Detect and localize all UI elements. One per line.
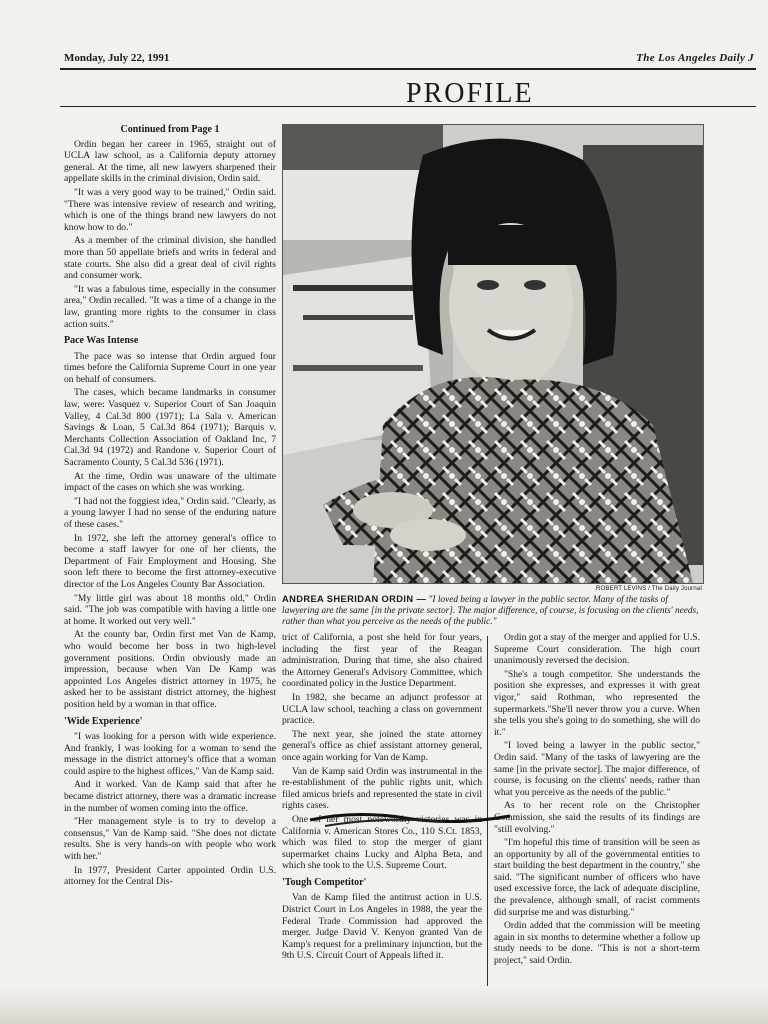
paragraph: "I was looking for a person with wide experience. And frankly, I was looking for a woman to send the message in the district attorney's office that a woman could aspire to the highest offices," Van de Kamp said. (64, 731, 276, 777)
photo-caption (282, 594, 702, 628)
article-column-1 (64, 124, 276, 890)
paragraph: trict of California, a post she held for four years, including the first year of the Reagan administration. During that time, she also chaired the Attorney General's Advisory Committee, which coordinated policy in the Justice Department. (282, 632, 482, 690)
paragraph: "It was a very good way to be trained," Ordin said. "There was intensive review of research and writing, which is one of the things brand new lawyers do not know how to do." (64, 186, 276, 233)
masthead-rule (60, 68, 756, 70)
photo-credit: ROBERT LEVINS / The Daily Journal (596, 586, 702, 592)
paragraph: As a member of the criminal division, she handled more than 50 appellate briefs and writs in federal and state courts. She also did a great deal of civil rights and consumer work. (64, 235, 276, 282)
section-title: PROFILE (406, 78, 534, 109)
paragraph: And it worked. Van de Kamp said that after he became district attorney, there was a dramatic increase in the number of women coming into the office. (64, 779, 276, 814)
paragraph: "My little girl was about 18 months old," Ordin said. "The job was compatible with having a little one at home. It worked out very well." (64, 592, 276, 627)
article-column-2 (282, 632, 482, 964)
issue-date: Monday, July 22, 1991 (64, 52, 170, 64)
subhead: Pace Was Intense (64, 335, 139, 347)
paragraph: "I'm hopeful this time of transition will be seen as an opportunity by all of the governmental entities to start building the best department in the country," she said. "The significant number of officers who have used excessive force, the lack of adequate discipline, the prevalence, although small, of racist comments did surprise me and was disturbing." (494, 837, 700, 918)
article-column-3 (494, 632, 700, 969)
ink-scratch-mark (305, 808, 515, 832)
paragraph: In 1977, President Carter appointed Ordin U.S. attorney for the Central Dis- (64, 864, 276, 888)
paragraph: As to her recent role on the Christopher Commission, she said the results of its findings are "still evolving." (494, 800, 700, 835)
paragraph: The next year, she joined the state attorney general's office as chief assistant attorney general, once again working for Van de Kamp. (282, 728, 482, 763)
subhead: 'Wide Experience' (64, 715, 143, 727)
caption-name: ANDREA SHERIDAN ORDIN — (282, 594, 427, 604)
paragraph: In 1972, she left the attorney general's office to become a staff lawyer for one of her clients, the Department of Fair Employment and Housing. She soon left there to become the first attorney-executive director of the Los Angeles County Bar Association. (64, 532, 276, 590)
paragraph: "I had not the foggiest idea," Ordin said. "Clearly, as a young lawyer I had no sense of the enduring nature of these cases." (64, 495, 276, 530)
portrait-photo (282, 124, 704, 584)
paragraph: "It was a fabulous time, especially in the consumer area," Ordin recalled. "It was a time of a change in the law, granting more rights to the consumer in class action suits." (64, 283, 276, 330)
paragraph: The pace was so intense that Ordin argued four times before the California Supreme Court in one year on behalf of consumers. (64, 350, 276, 385)
newspaper-name: The Los Angeles Daily J (636, 52, 754, 64)
paragraph: One of her most noteworthy victories was in California v. American Stores Co., 110 S.Ct. 1853, which was filed to stop the merger of giant supermarket chains Lucky and Alpha Beta, and which she took to the U.S. Supreme Court. (282, 813, 482, 872)
paragraph: At the county bar, Ordin first met Van de Kamp, who would become her boss in two high-level government positions. Ordin obviously made an impression, because when Van De Kamp was appointed Los Angeles district attorney in 1975, he asked her to be assistant district attorney, the highest position held by a woman in that office. (64, 629, 276, 710)
caption-quote: "I loved being a lawyer in the public sector. Many of the tasks of lawyering are the same [in the private sector]. The major difference, of course, is focusing on the clients' needs, rather than what you perceive as the needs of the public." (282, 595, 699, 627)
continued-label: Continued from Page 1 (120, 124, 220, 135)
portrait-illustration (283, 125, 703, 583)
paragraph: "I loved being a lawyer in the public sector," Ordin said. "Many of the tasks of lawyering are the same [in the private sector]. The major difference, of course, is focusing on the clients' needs, rather than what you perceive as the needs of the public." (494, 740, 700, 798)
paragraph: "Her management style is to try to develop a consensus," Van de Kamp said. "She does not dictate results. She is very hands-on with people who work with her." (64, 816, 276, 863)
section-rule (60, 106, 756, 107)
paragraph: The cases, which became landmarks in consumer law, were: Vasquez v. Superior Court of San Joaquin Valley, 4 Cal.3d 800 (1971); La Sala v. American Savings & Loan, 5 Cal.3d 864 (1971); Barquis v. Merchants Collection Association of Oakland Inc, 7 Cal.3d 94 (1972) and Randone v. Superior Court of Sacramento County, 5 Cal.3d 536 (1971). (64, 387, 276, 469)
paragraph: Van de Kamp filed the antitrust action in U.S. District Court in Los Angeles in 1988, the year the Federal Trade Commission had approved the merger. Judge David V. Kenyon granted Van de Kamp's request for a preliminary injunction, but the 9th U.S. Circuit Court of Appeals lifted it. (282, 892, 482, 962)
scan-edge-shadow (0, 986, 768, 1024)
paragraph: Ordin got a stay of the merger and applied for U.S. Supreme Court consideration. The high court unanimously reversed the decision. (494, 632, 700, 667)
paragraph: Ordin added that the commission will be meeting again in six months to determine whether a follow up study needs to be done. "This is not a short-term project," said Ordin. (494, 920, 700, 967)
paragraph: At the time, Ordin was unaware of the ultimate impact of the cases on which she was working. (64, 470, 276, 494)
paragraph: In 1982, she became an adjunct professor at UCLA law school, teaching a class on government practice. (282, 691, 482, 727)
paragraph: Ordin began her career in 1965, straight out of UCLA law school, as a California deputy attorney general. At the time, all new lawyers sharpened their appellate skills in the criminal division, Ordin said. (64, 138, 276, 185)
paragraph: Van de Kamp said Ordin was instrumental in the re-establishment of the public rights unit, which filed amicus briefs and represented the state in civil rights cases. (282, 765, 482, 812)
paragraph: "She's a tough competitor. She understands the position she expresses, and expresses it with great vigor," said Rothman, who represented the supermarkets."She'll never throw you a curve. When she tells you she's going to do something, she will do it." (494, 668, 700, 738)
subhead: 'Tough Competitor' (282, 876, 367, 888)
